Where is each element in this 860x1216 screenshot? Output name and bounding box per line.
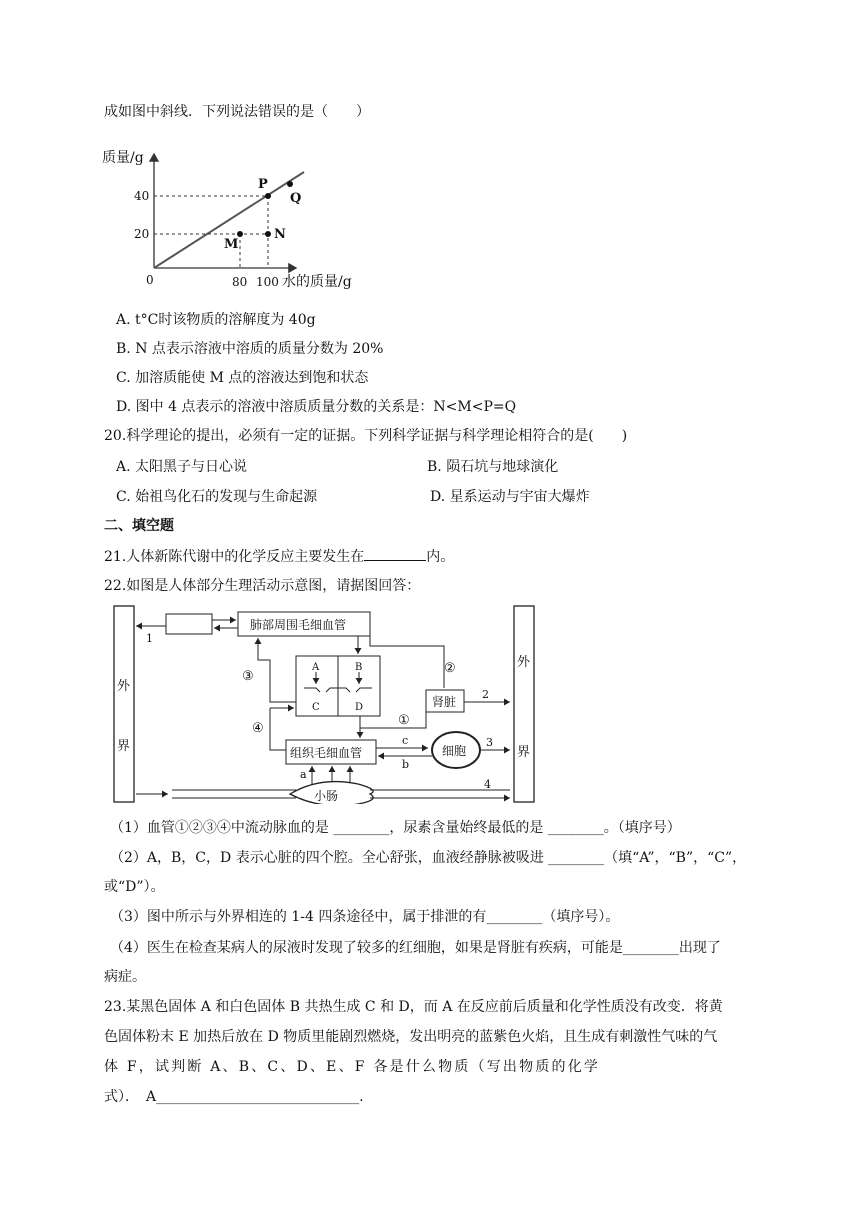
q19-option-d: D. 图中 4 点表示的溶液中溶质质量分数的关系是：N<M<P=Q xyxy=(116,399,517,415)
svg-text:c: c xyxy=(402,734,409,747)
solubility-chart xyxy=(96,140,376,300)
svg-text:②: ② xyxy=(444,661,456,676)
svg-text:4: 4 xyxy=(484,778,491,791)
svg-text:2: 2 xyxy=(482,688,489,701)
point-n xyxy=(265,231,271,237)
q21-line xyxy=(104,546,454,567)
svg-text:a: a xyxy=(300,768,307,781)
q23-line1: 23.某黑色固体 A 和白色固体 B 共热生成 C 和 D，而 A 在反应前后质量和化学性质没有改变．将黄 xyxy=(104,999,723,1015)
chart-ylabel: 质量/g xyxy=(102,150,144,166)
svg-text:④: ④ xyxy=(252,721,264,736)
q21-after: 内。 xyxy=(426,549,455,565)
q22-sub4b: 病症。 xyxy=(104,969,146,985)
y-tick-20: 20 xyxy=(134,227,150,241)
q19-option-a: A. t°C时该物质的溶解度为 40g xyxy=(116,312,316,328)
label-m: M xyxy=(224,237,239,252)
svg-text:界: 界 xyxy=(117,739,131,754)
q22-sub4a: （4）医生在检查某病人的尿液时发现了较多的红细胞，如果是肾脏有疾病，可能是________出现了 xyxy=(110,940,721,956)
q21-before: 21.人体新陈代谢中的化学反应主要发生在 xyxy=(104,549,365,565)
svg-text:外: 外 xyxy=(117,679,131,694)
y-tick-40: 40 xyxy=(134,189,150,203)
svg-text:组织毛细血管: 组织毛细血管 xyxy=(290,746,363,760)
solubility-line xyxy=(154,172,304,268)
label-p: P xyxy=(258,177,268,192)
svg-text:b: b xyxy=(402,758,410,771)
lung-capillary-label: 肺部周围毛细血管 xyxy=(250,618,347,632)
q23-line3: 体 F，试判断 A、B、C、D、E、F 各是什么物质（写出物质的化学 xyxy=(104,1059,601,1075)
q20-option-a: A. 太阳黑子与日心说 xyxy=(116,459,248,475)
q22-sub2b: 或“D”）。 xyxy=(104,879,165,895)
q23-line4: 式）． A_____________________________. xyxy=(104,1089,364,1105)
q20-stem: 20.科学理论的提出，必须有一定的证据。下列科学证据与科学理论相符合的是( ) xyxy=(104,428,628,444)
label-q: Q xyxy=(290,191,302,206)
svg-text:外: 外 xyxy=(517,655,531,670)
q22-sub1: （1）血管①②③④中流动脉血的是 ________，尿素含量始终最低的是 ________。（填序号） xyxy=(110,820,681,836)
svg-text:A: A xyxy=(312,662,320,673)
q22-sub3: （3）图中所示与外界相连的 1-4 四条途径中，属于排泄的有________（填序号）。 xyxy=(110,909,620,925)
svg-text:界: 界 xyxy=(517,745,531,760)
svg-text:1: 1 xyxy=(146,632,153,645)
left-outside-wall xyxy=(114,606,134,802)
svg-text:D: D xyxy=(355,702,364,713)
svg-text:B: B xyxy=(355,662,363,673)
chart-xlabel: 水的质量/g xyxy=(282,274,352,290)
x-tick-100: 100 xyxy=(256,275,279,289)
svg-text:③: ③ xyxy=(242,669,254,684)
point-p xyxy=(265,193,271,199)
q20-option-d: D. 星系运动与宇宙大爆炸 xyxy=(430,489,590,505)
label-n: N xyxy=(274,227,286,242)
point-q xyxy=(287,181,293,187)
svg-text:3: 3 xyxy=(486,736,493,749)
x-tick-80: 80 xyxy=(232,275,248,289)
svg-text:细胞: 细胞 xyxy=(442,744,467,758)
svg-text:小肠: 小肠 xyxy=(314,789,339,803)
q19-option-c: C. 加溶质能使 M 点的溶液达到饱和状态 xyxy=(116,370,369,386)
q19-stem-tail: 成如图中斜线．下列说法错误的是（ ） xyxy=(104,104,370,120)
q22-stem: 22.如图是人体部分生理活动示意图，请据图回答： xyxy=(104,578,421,594)
q22-sub2a: （2）A，B，C，D 表示心脏的四个腔。全心舒张，血液经静脉被吸进 ________（填“A”，“B”，“C”， xyxy=(110,850,747,866)
chart-origin: 0 xyxy=(146,273,154,287)
physiology-diagram xyxy=(100,604,540,804)
q21-blank xyxy=(364,546,426,561)
q20-option-b: B. 陨石坑与地球演化 xyxy=(427,459,559,475)
q20-option-c: C. 始祖鸟化石的发现与生命起源 xyxy=(116,489,318,505)
section-title: 二、填空题 xyxy=(104,518,174,534)
alveoli-box xyxy=(166,614,212,634)
svg-text:肾脏: 肾脏 xyxy=(432,695,457,709)
svg-text:C: C xyxy=(312,702,320,713)
q23-line2: 色固体粉末 E 加热后放在 D 物质里能剧烈燃烧，发出明亮的蓝紫色火焰，且生成有刺激性气味的气 xyxy=(104,1029,718,1045)
svg-text:①: ① xyxy=(398,713,410,728)
right-outside-wall xyxy=(514,606,534,802)
q19-option-b: B. N 点表示溶液中溶质的质量分数为 20% xyxy=(116,341,384,357)
